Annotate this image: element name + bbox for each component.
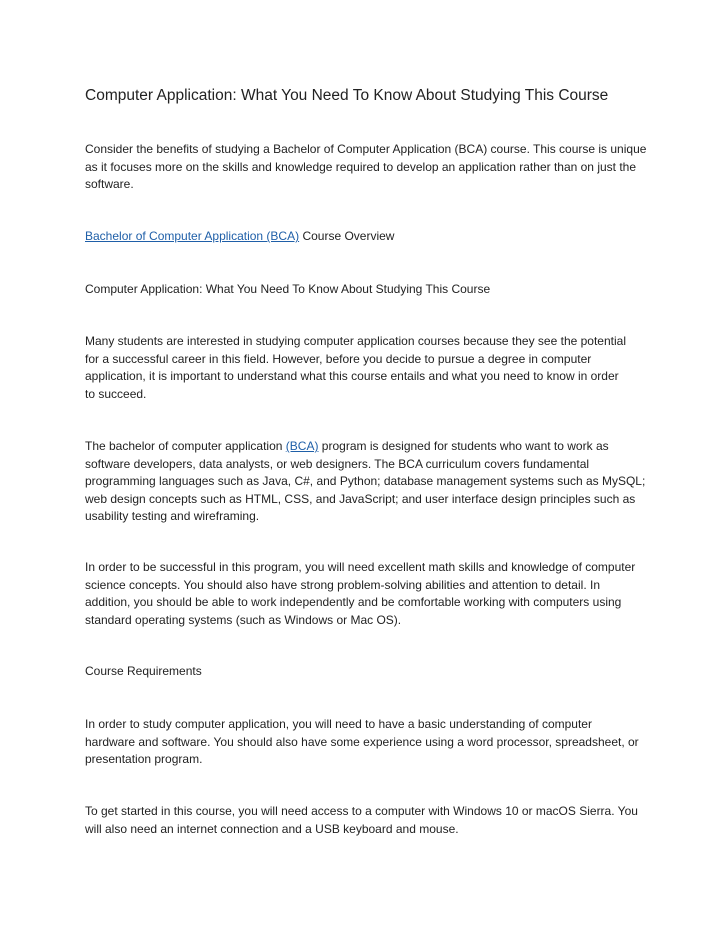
text-line: hardware and software. You should also have some experience using a word processor, spreadsheet, or xyxy=(85,734,639,749)
paragraph-get-started xyxy=(85,803,645,838)
text-line: Consider the benefits of studying a Bachelor of Computer Application (BCA) course. This course is unique xyxy=(85,142,647,156)
text-line: standard operating systems (such as Windows or Mac OS). xyxy=(85,612,402,627)
text-line: presentation program. xyxy=(85,752,203,766)
text-line: web design concepts such as HTML, CSS, and JavaScript; and user interface design principles such as xyxy=(85,491,636,506)
subheading xyxy=(85,281,645,299)
paragraph-success xyxy=(85,559,645,629)
text-segment: program is designed for students who want to work as xyxy=(318,439,609,453)
text-line: addition, you should be able to work independently and be comfortable working with computers using xyxy=(85,595,622,609)
text-line: application, it is important to understand what this course entails and what you need to know in order xyxy=(85,369,619,383)
text-line: In order to be successful in this program, you will need excellent math skills and knowledge of computer xyxy=(85,560,636,574)
text-line: for a successful career in this field. However, before you decide to pursue a degree in computer xyxy=(85,351,592,366)
text-line: will also need an internet connection and a USB keyboard and mouse. xyxy=(85,821,459,836)
text-line: usability testing and wireframing. xyxy=(85,509,260,523)
text-line: To get started in this course, you will need access to a computer with Windows 10 or macOS Sierra. You xyxy=(85,804,638,818)
text-segment: The bachelor of computer application xyxy=(85,439,286,453)
subheading-text: Computer Application: What You Need To Know About Studying This Course xyxy=(85,282,491,296)
requirements-heading xyxy=(85,663,645,681)
document-title: Computer Application: What You Need To Know About Studying This Course xyxy=(85,87,609,104)
bca-link[interactable]: (BCA) xyxy=(285,439,319,453)
overview-line xyxy=(85,228,645,246)
text-line: software. xyxy=(85,177,134,191)
paragraph-students xyxy=(85,333,645,403)
text-line: Many students are interested in studying computer application courses because they see the potential xyxy=(85,334,626,348)
requirements-heading-text: Course Requirements xyxy=(85,664,202,678)
intro-paragraph xyxy=(85,141,645,194)
text-line: science concepts. You should also have strong problem-solving abilities and attention to detail. In xyxy=(85,577,600,592)
text-line: software developers, data analysts, or web designers. The BCA curriculum covers fundamental xyxy=(85,456,590,471)
paragraph-bca-program xyxy=(85,438,645,526)
text-line: In order to study computer application, you will need to have a basic understanding of computer xyxy=(85,717,592,731)
text-line: programming languages such as Java, C#, and Python; database management systems such as MySQL; xyxy=(85,474,646,488)
bca-overview-link[interactable]: Bachelor of Computer Application (BCA) xyxy=(85,229,300,243)
text-line: as it focuses more on the skills and knowledge required to develop an application rather than on just the xyxy=(85,159,637,174)
paragraph-requirements xyxy=(85,716,645,769)
overview-suffix: Course Overview xyxy=(299,229,395,243)
text-line: to succeed. xyxy=(85,386,147,401)
